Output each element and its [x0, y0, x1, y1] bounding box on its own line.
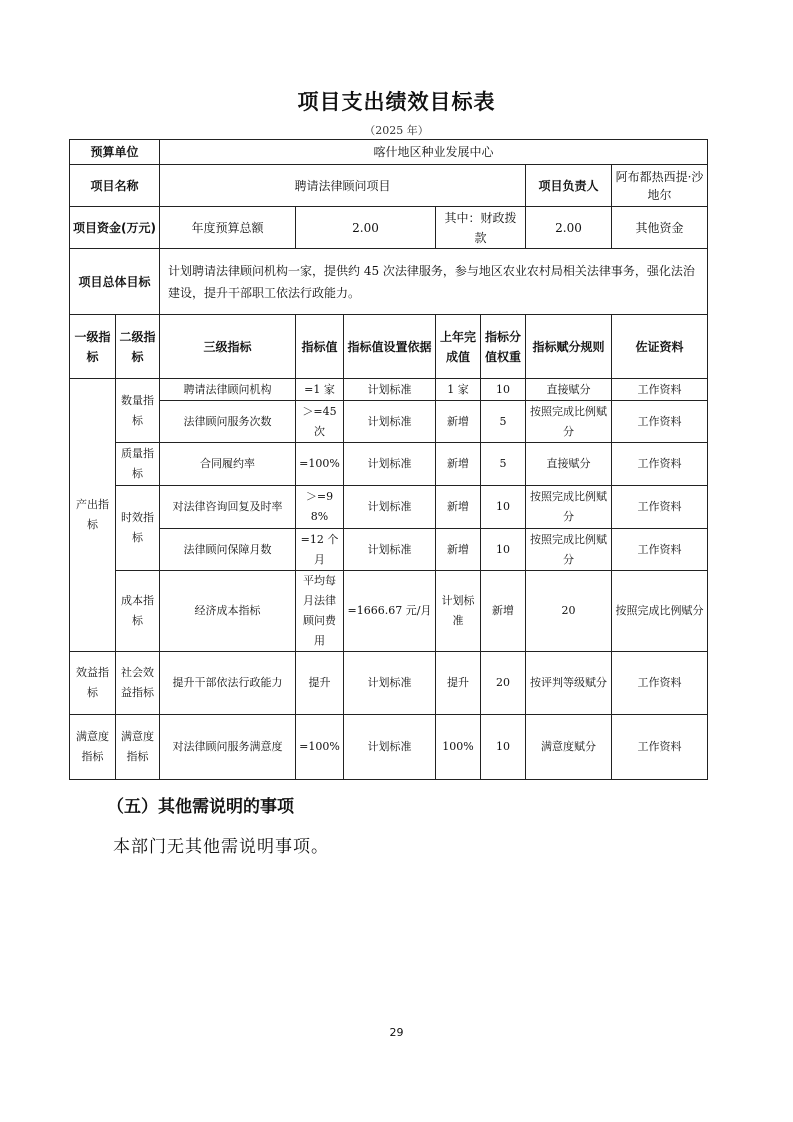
row-evidence: 工作资料	[612, 486, 708, 529]
row-last: 提升	[436, 652, 481, 715]
header-evidence: 佐证资料	[612, 315, 708, 379]
project-funds-label: 项目资金(万元)	[70, 207, 160, 249]
overall-goal-text: 计划聘请法律顾问机构一家，提供约 45 次法律服务，参与地区农业农村局相关法律事务，强化法治建设，提升干部职工依法行政能力。	[160, 249, 708, 315]
row-name: 对法律顾问服务满意度	[160, 715, 296, 780]
row-value: 提升	[296, 652, 344, 715]
row-basis: 计划标准	[344, 652, 436, 715]
group-quality: 质量指标	[116, 443, 160, 486]
overall-goal-label: 项目总体目标	[70, 249, 160, 315]
group-quantity: 数量指标	[116, 379, 160, 443]
page-number: 29	[389, 1026, 404, 1039]
row-name: 合同履约率	[160, 443, 296, 486]
header-last-year: 上年完成值	[436, 315, 481, 379]
row-name: 平均每月法律顾问费用	[296, 571, 344, 652]
row-rule: 按照完成比例赋分	[526, 486, 612, 529]
group-timeliness: 时效指标	[116, 486, 160, 571]
row-last: 新增	[481, 571, 526, 652]
header-level2: 二级指标	[116, 315, 160, 379]
group-econ-cost: 经济成本指标	[160, 571, 296, 652]
annual-budget-value: 2.00	[296, 207, 436, 249]
row-basis: 计划标准	[436, 571, 481, 652]
header-weight: 指标分值权重	[481, 315, 526, 379]
row-weight: 5	[481, 401, 526, 443]
row-rule: 按照完成比例赋分	[526, 401, 612, 443]
row-last: 新增	[436, 401, 481, 443]
other-funds-label: 其他资金	[612, 207, 708, 249]
row-weight: 10	[481, 486, 526, 529]
project-owner-label: 项目负责人	[526, 165, 612, 207]
row-weight: 20	[526, 571, 612, 652]
row-last: 新增	[436, 486, 481, 529]
row-rule: 满意度赋分	[526, 715, 612, 780]
row-basis: 计划标准	[344, 443, 436, 486]
year-label: （2025 年）	[364, 124, 429, 137]
row-weight: 5	[481, 443, 526, 486]
header-basis: 指标值设置依据	[344, 315, 436, 379]
row-rule: 按照完成比例赋分	[612, 571, 708, 652]
row-value: ＞=98%	[296, 486, 344, 529]
row-value: =100%	[296, 443, 344, 486]
project-name-value: 聘请法律顾问项目	[160, 165, 526, 207]
row-basis: 计划标准	[344, 379, 436, 401]
performance-table	[69, 139, 708, 780]
row-rule: 直接赋分	[526, 379, 612, 401]
row-evidence: 工作资料	[612, 652, 708, 715]
row-last: 100%	[436, 715, 481, 780]
row-evidence: 工作资料	[612, 401, 708, 443]
row-name: 法律顾问保障月数	[160, 529, 296, 571]
row-rule: 按评判等级赋分	[526, 652, 612, 715]
row-name: 提升干部依法行政能力	[160, 652, 296, 715]
row-weight: 20	[481, 652, 526, 715]
group-satisfaction-sub: 满意度指标	[116, 715, 160, 780]
row-rule: 按照完成比例赋分	[526, 529, 612, 571]
row-last: 1 家	[436, 379, 481, 401]
row-evidence: 工作资料	[612, 715, 708, 780]
row-value: =1 家	[296, 379, 344, 401]
row-value: ＞=45次	[296, 401, 344, 443]
row-basis: 计划标准	[344, 401, 436, 443]
budget-unit-label: 预算单位	[70, 140, 160, 165]
group-cost: 成本指标	[116, 571, 160, 652]
row-weight: 10	[481, 715, 526, 780]
row-basis: 计划标准	[344, 529, 436, 571]
section-body: 本部门无其他需说明事项。	[113, 837, 329, 857]
group-social: 社会效益指标	[116, 652, 160, 715]
row-value: =12 个月	[296, 529, 344, 571]
project-name-label: 项目名称	[70, 165, 160, 207]
group-satisfaction: 满意度指标	[70, 715, 116, 780]
section-heading: （五）其他需说明的事项	[107, 797, 294, 817]
fiscal-alloc-label: 其中：财政拨款	[436, 207, 526, 249]
row-evidence: 工作资料	[612, 379, 708, 401]
header-level1: 一级指标	[70, 315, 116, 379]
page-title: 项目支出绩效目标表	[297, 90, 496, 114]
project-owner-value: 阿布都热西提·沙地尔	[612, 165, 708, 207]
header-target: 指标值	[296, 315, 344, 379]
row-last: 新增	[436, 443, 481, 486]
fiscal-alloc-value: 2.00	[526, 207, 612, 249]
row-name: 对法律咨询回复及时率	[160, 486, 296, 529]
row-value: =1666.67 元/月	[344, 571, 436, 652]
budget-unit-value: 喀什地区种业发展中心	[160, 140, 708, 165]
group-benefit: 效益指标	[70, 652, 116, 715]
row-rule: 直接赋分	[526, 443, 612, 486]
row-value: =100%	[296, 715, 344, 780]
row-weight: 10	[481, 379, 526, 401]
row-evidence: 工作资料	[612, 529, 708, 571]
header-rule: 指标赋分规则	[526, 315, 612, 379]
row-last: 新增	[436, 529, 481, 571]
annual-budget-label: 年度预算总额	[160, 207, 296, 249]
row-evidence: 工作资料	[612, 443, 708, 486]
row-basis: 计划标准	[344, 486, 436, 529]
row-name: 法律顾问服务次数	[160, 401, 296, 443]
row-basis: 计划标准	[344, 715, 436, 780]
row-weight: 10	[481, 529, 526, 571]
group-output: 产出指标	[70, 379, 116, 652]
row-name: 聘请法律顾问机构	[160, 379, 296, 401]
header-level3: 三级指标	[160, 315, 296, 379]
